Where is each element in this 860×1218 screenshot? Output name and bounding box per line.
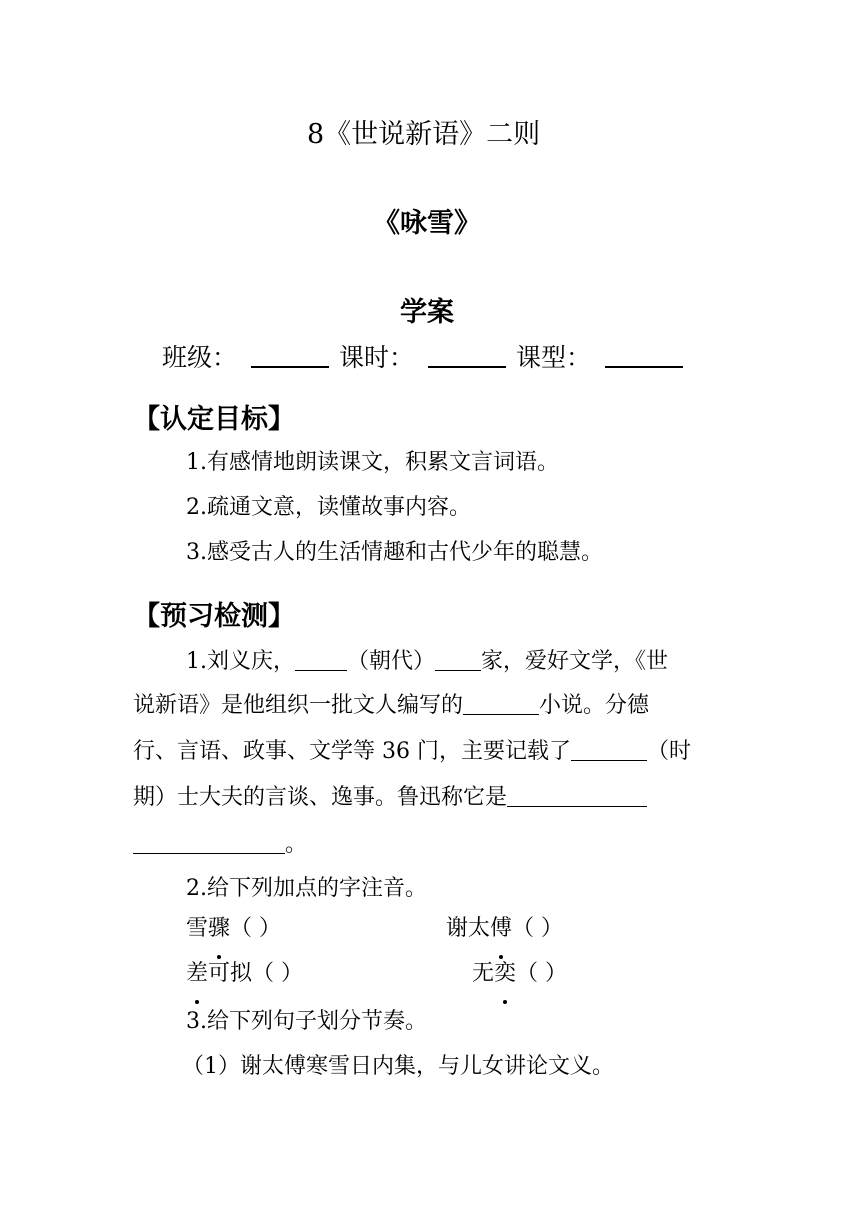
- answer-paren[interactable]: （ ）: [512, 916, 564, 941]
- preview-heading: 【预习检测】: [133, 601, 295, 632]
- answer-blank[interactable]: [295, 650, 347, 671]
- q3-stem: 3.给下列句子划分节奏。: [186, 1009, 427, 1034]
- lesson-title: 《咏雪》: [373, 208, 481, 239]
- info-fields: [162, 338, 683, 374]
- q1-text: 家，爱好文学，《世: [481, 649, 669, 674]
- dotted-char: 奕: [494, 951, 516, 997]
- dotted-char: 骤: [208, 906, 230, 952]
- answer-blank[interactable]: [435, 650, 481, 671]
- answer-blank[interactable]: [507, 786, 647, 807]
- answer-paren[interactable]: （ ）: [516, 961, 568, 986]
- q1-text: （朝代）: [347, 649, 436, 674]
- class-label: 班级：: [162, 343, 238, 372]
- class-field[interactable]: [251, 342, 329, 368]
- pinyin-item-3: [186, 951, 303, 997]
- q1-text: 1.刘义庆，: [186, 649, 295, 674]
- pinyin-item-1: [186, 906, 281, 952]
- dotted-char: 傅: [490, 906, 512, 952]
- answer-paren[interactable]: （ ）: [230, 916, 282, 941]
- answer-blank[interactable]: [133, 833, 285, 854]
- q1-text: 说新语》是他组织一批文人编写的: [133, 693, 464, 718]
- goal-item: 3.感受古人的生活情趣和古代少年的聪慧。: [186, 540, 603, 565]
- q1-text: 。: [285, 832, 308, 857]
- q3-sentence-1: （1）谢太傅寒雪日内集，与儿女讲论文义。: [182, 1054, 614, 1079]
- doc-title: 8《世说新语》二则: [307, 119, 541, 150]
- q1-text: （时: [646, 739, 691, 764]
- goal-item: 1.有感情地朗读课文，积累文言词语。: [186, 450, 559, 475]
- pinyin-item-4: [472, 951, 567, 997]
- q1-line-3: [133, 729, 691, 775]
- period-field[interactable]: [428, 342, 506, 368]
- q1-text: 期）士大夫的言谈、逸事。鲁迅称它是: [133, 785, 508, 810]
- goal-item: 2.疏通文意，读懂故事内容。: [186, 495, 471, 520]
- q1-text: 小说。分德: [539, 693, 650, 718]
- doc-type-label: 学案: [400, 297, 454, 328]
- word-text: 可拟: [208, 961, 253, 986]
- goals-heading: 【认定目标】: [133, 404, 295, 435]
- period-label: 课时：: [339, 343, 415, 372]
- word-text: 谢太: [446, 916, 491, 941]
- type-field[interactable]: [605, 342, 683, 368]
- q1-text: 行、言语、政事、文学等 36 门，主要记载了: [133, 739, 571, 764]
- dotted-char: 差: [186, 951, 208, 997]
- q1-line-4: [133, 775, 647, 821]
- answer-blank[interactable]: [463, 694, 539, 715]
- type-label: 课型：: [516, 343, 592, 372]
- word-text: 无: [472, 961, 495, 986]
- q1-line-5: [133, 822, 307, 868]
- answer-paren[interactable]: （ ）: [252, 961, 304, 986]
- answer-blank[interactable]: [571, 740, 647, 761]
- q1-line-2: [133, 683, 649, 729]
- word-text: 雪: [186, 916, 209, 941]
- q2-stem: 2.给下列加点的字注音。: [186, 876, 427, 901]
- pinyin-item-2: [446, 906, 563, 952]
- q1-line-1: [186, 639, 668, 685]
